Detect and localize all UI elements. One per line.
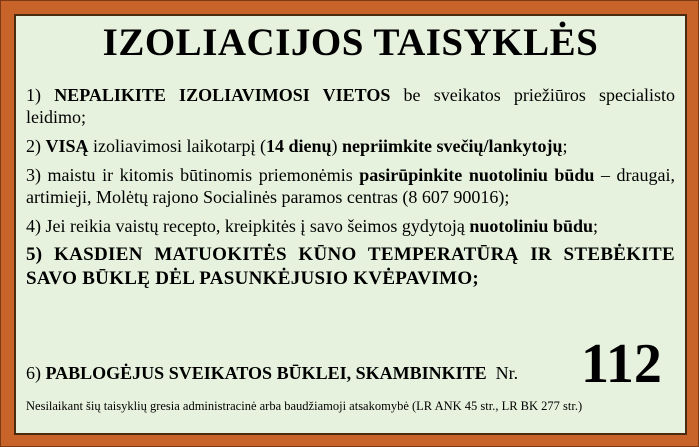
- rules-list: [26, 84, 675, 291]
- rule-6-bold: PABLOGĖJUS SVEIKATOS BŪKLEI, SKAMBINKITE: [45, 363, 487, 383]
- rule-4-text-a: Jei reikia vaistų recepto, kreipkitės į savo šeimos gydytoją: [45, 216, 465, 236]
- rule-1-bold: NEPALIKITE IZOLIAVIMOSI VIETOS: [54, 85, 391, 105]
- rule-2-bold-b: 14 dienų: [265, 136, 332, 156]
- rule-5-bold: KASDIEN MATUOKITĖS KŪNO TEMPERATŪRĄ IR STEBĖKITE SAVO BŪKLĘ DĖL PASUNKĖJUSIO KVĖPAVIMO;: [26, 244, 675, 289]
- emergency-number: 112: [581, 333, 662, 395]
- rule-3: [26, 164, 675, 208]
- rule-6-label: [26, 363, 518, 384]
- legal-footnote: Nesilaikant šių taisyklių gresia administracinė arba baudžiamoji atsakomybė (LR ANK 45 str., LR BK 277 str.): [26, 399, 583, 413]
- rule-4-number: 4): [26, 216, 41, 236]
- rule-2: [26, 135, 675, 157]
- rule-2-text-b: ): [331, 136, 338, 156]
- rule-4: [26, 215, 675, 237]
- poster-panel: [14, 14, 687, 435]
- rule-5: [26, 243, 675, 291]
- rule-2-bold-a: VISĄ: [45, 136, 89, 156]
- rule-3-text-a: maistu ir kitomis būtinomis priemonėmis: [47, 165, 353, 185]
- rule-2-text-c: ;: [562, 136, 568, 156]
- rule-2-bold-c: nepriimkite svečių/lankytojų: [342, 136, 563, 156]
- rule-4-bold: nuotoliniu būdu: [469, 216, 593, 236]
- rule-6: [26, 330, 675, 395]
- rule-3-number: 3): [26, 165, 41, 185]
- rule-6-nr-prefix: Nr.: [495, 363, 519, 383]
- rule-2-number: 2): [26, 136, 41, 156]
- poster-title: IZOLIACIJOS TAISYKLĖS: [102, 21, 599, 64]
- rule-3-text-b: – draugai, artimieji, Molėtų rajono Socialinės paramos centras (8 607 90016);: [26, 165, 676, 207]
- rule-6-number: 6): [26, 363, 41, 383]
- rule-3-bold: pasirūpinkite nuotoliniu būdu: [359, 165, 595, 185]
- rule-1-number: 1): [26, 85, 41, 105]
- rule-1: [26, 84, 675, 128]
- rule-5-number: 5): [26, 244, 43, 265]
- rule-1-text: be sveikatos priežiūros specialisto leidimo;: [26, 85, 676, 127]
- rule-4-text-b: ;: [593, 216, 599, 236]
- rule-2-text-a: izoliavimosi laikotarpį (: [93, 136, 266, 156]
